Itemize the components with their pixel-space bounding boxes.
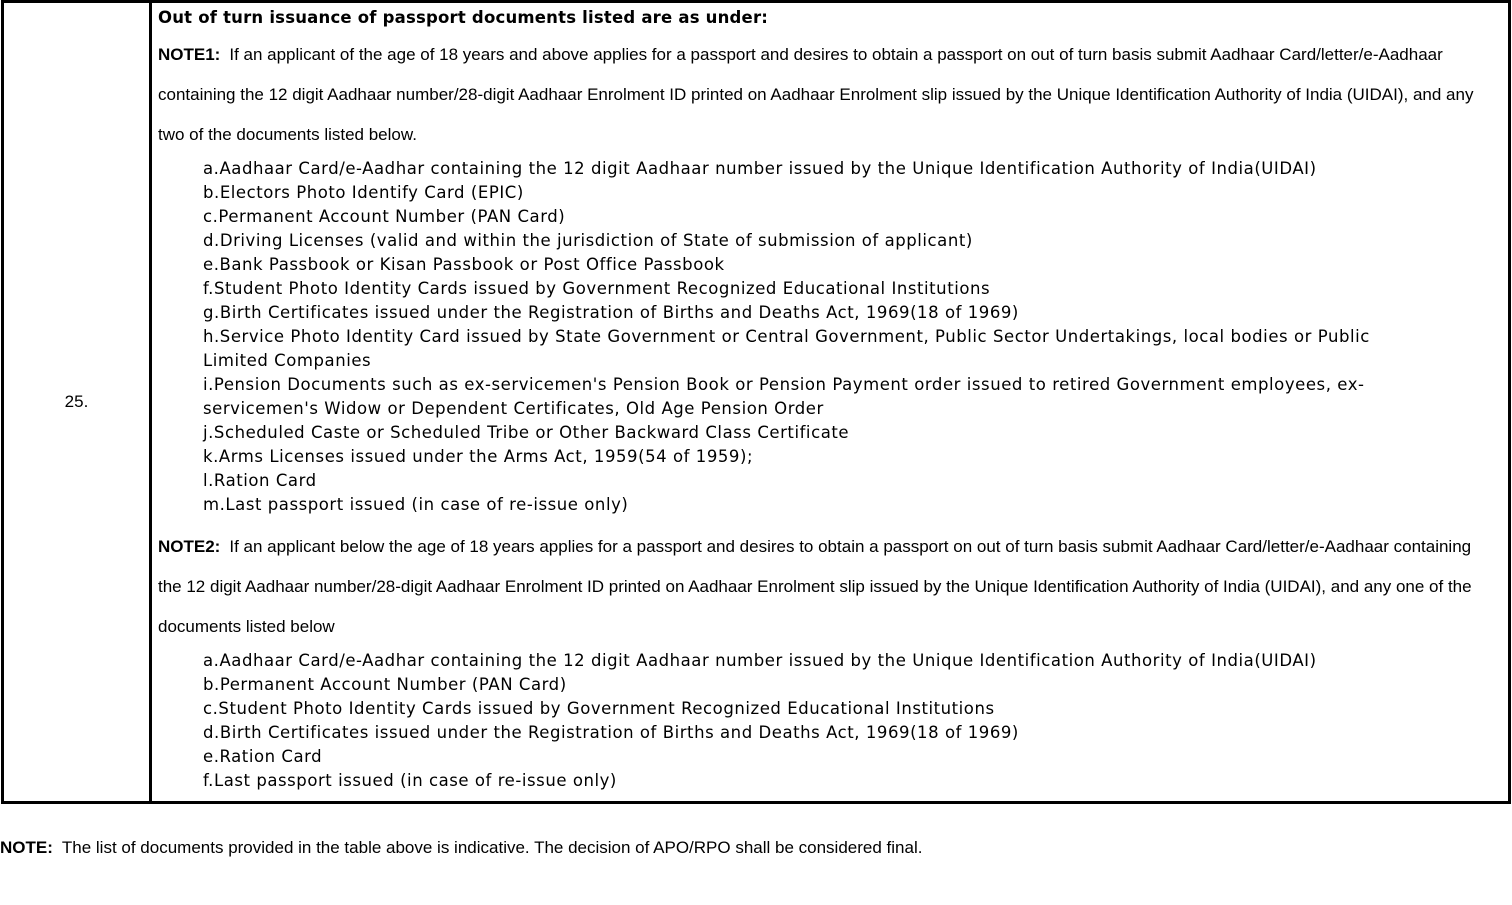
list-item: e.Bank Passbook or Kisan Passbook or Post Office Passbook	[203, 255, 725, 274]
row-number: 25.	[64, 392, 89, 411]
list-item: d.Birth Certificates issued under the Registration of Births and Deaths Act, 1969(18 of 1969)	[203, 723, 1019, 742]
list-item: b.Permanent Account Number (PAN Card)	[203, 675, 567, 694]
list-item: k.Arms Licenses issued under the Arms Act, 1959(54 of 1959);	[203, 447, 754, 466]
list-item: m.Last passport issued (in case of re-issue only)	[203, 495, 629, 514]
note2-paragraph	[158, 527, 1494, 647]
note1-paragraph	[158, 35, 1494, 155]
note2-text: If an applicant below the age of 18 years applies for a passport and desires to obtain a passport on out of turn basis submit Aadhaar Card/letter/e-Aadhaar containing the 12 digit Aadhaar number/28-digit Aadhaar Enrolment ID printed on Aadhaar Enrolment slip issued by the Unique Identification Authority of India (UIDAI), and any one of the documents listed below	[158, 537, 1472, 636]
footer-note-label: NOTE:	[0, 838, 53, 857]
list-item: c.Student Photo Identity Cards issued by Government Recognized Educational Institutions	[203, 699, 995, 718]
list-item: f.Last passport issued (in case of re-issue only)	[203, 771, 617, 790]
note2-document-list	[203, 649, 1383, 793]
note2-label: NOTE2:	[158, 537, 221, 556]
footer-note-text: The list of documents provided in the table above is indicative. The decision of APO/RPO shall be considered final.	[61, 838, 923, 857]
list-item: l.Ration Card	[203, 471, 317, 490]
list-item: h.Service Photo Identity Card issued by State Government or Central Government, Public Sector Undertakings, local bodies or Public Limited Companies	[203, 327, 1370, 370]
list-item: d.Driving Licenses (valid and within the jurisdiction of State of submission of applicant)	[203, 231, 973, 250]
list-item: a.Aadhaar Card/e-Aadhar containing the 12 digit Aadhaar number issued by the Unique Identification Authority of India(UIDAI)	[203, 651, 1317, 670]
documents-table	[1, 0, 1511, 804]
note1-label: NOTE1:	[158, 45, 221, 64]
list-item: j.Scheduled Caste or Scheduled Tribe or Other Backward Class Certificate	[203, 423, 850, 442]
list-item: g.Birth Certificates issued under the Registration of Births and Deaths Act, 1969(18 of 1969)	[203, 303, 1019, 322]
list-item: f.Student Photo Identity Cards issued by Government Recognized Educational Institutions	[203, 279, 991, 298]
note1-text: If an applicant of the age of 18 years and above applies for a passport and desires to obtain a passport on out of turn basis submit Aadhaar Card/letter/e-Aadhaar containing the 12 digit Aadhaar number/28-digit Aadhaar Enrolment ID printed on Aadhaar Enrolment slip issued by the Unique Identification Authority of India (UIDAI), and any two of the documents listed below.	[158, 45, 1474, 144]
row-content-cell	[152, 3, 1508, 801]
note1-document-list	[203, 157, 1383, 517]
list-item: i.Pension Documents such as ex-servicemen's Pension Book or Pension Payment order issued to retired Government employees, ex-servicemen's Widow or Dependent Certificates, Old Age Pension Order	[203, 375, 1365, 418]
section-heading: Out of turn issuance of passport documents listed are as under:	[158, 8, 769, 27]
list-item: b.Electors Photo Identify Card (EPIC)	[203, 183, 524, 202]
footer-note	[0, 836, 922, 860]
row-number-cell	[4, 3, 152, 801]
list-item: c.Permanent Account Number (PAN Card)	[203, 207, 566, 226]
list-item: e.Ration Card	[203, 747, 323, 766]
list-item: a.Aadhaar Card/e-Aadhar containing the 12 digit Aadhaar number issued by the Unique Identification Authority of India(UIDAI)	[203, 159, 1317, 178]
